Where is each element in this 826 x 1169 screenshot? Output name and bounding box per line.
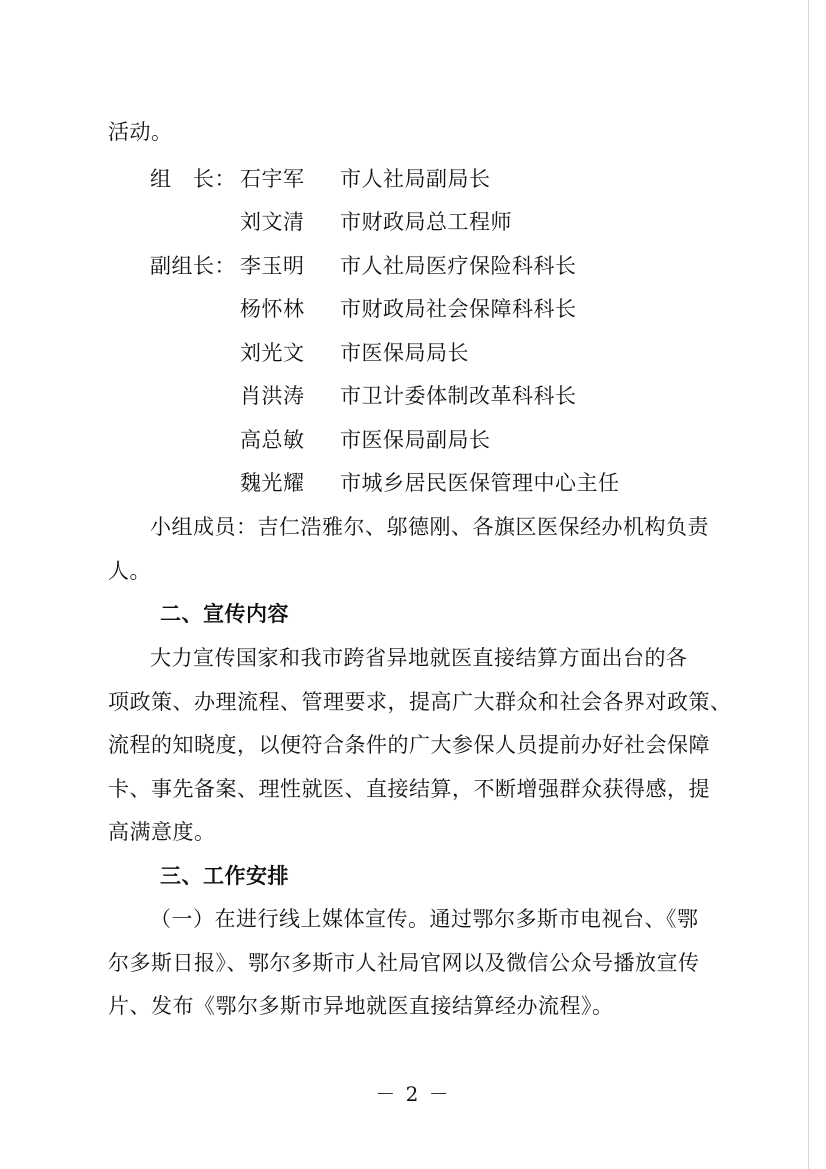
body-line: 尔多斯日报》、鄂尔多斯市人社局官网以及微信公众号播放宣传: [108, 951, 700, 975]
roster-title: 市财政局总工程师: [340, 210, 512, 234]
body-line: 大力宣传国家和我市跨省异地就医直接结算方面出台的各: [150, 646, 688, 670]
roster-name: 刘文清: [240, 210, 305, 234]
roster-name: 肖洪涛: [240, 384, 305, 408]
body-line: 卡、事先备案、理性就医、直接结算，不断增强群众获得感，提: [108, 777, 710, 801]
body-line: 流程的知晓度，以便符合条件的广大参保人员提前办好社会保障: [108, 733, 710, 757]
page-number: － 2 －: [375, 1082, 451, 1106]
roster-title: 市人社局副局长: [340, 167, 491, 191]
roster-title: 市人社局医疗保险科科长: [340, 254, 577, 278]
roster-name: 魏光耀: [240, 471, 305, 495]
roster-name: 石宇军: [240, 167, 305, 191]
members-line: 人。: [108, 559, 151, 583]
roster-name: 高总敏: [240, 428, 305, 452]
roster-title: 市医保局局长: [340, 341, 469, 365]
section-heading: 三、工作安排: [160, 864, 289, 888]
body-line: 项政策、办理流程、管理要求，提高广大群众和社会各界对政策、: [108, 690, 732, 714]
body-line: 高满意度。: [108, 820, 216, 844]
roster-title: 市城乡居民医保管理中心主任: [340, 471, 620, 495]
roster-name: 杨怀林: [240, 297, 305, 321]
body-line: 片、发布《鄂尔多斯市异地就医直接结算经办流程》。: [108, 994, 614, 1018]
continuation-line: 活动。: [108, 120, 173, 144]
roster-title: 市卫计委体制改革科科长: [340, 384, 577, 408]
body-line: （一）在进行线上媒体宣传。通过鄂尔多斯市电视台、《鄂: [150, 907, 699, 931]
roster-title: 市财政局社会保障科科长: [340, 297, 577, 321]
roster-title: 市医保局副局长: [340, 428, 491, 452]
section-heading: 二、宣传内容: [160, 602, 289, 626]
roster-label: 组 长：: [150, 167, 236, 191]
roster-name: 李玉明: [240, 254, 305, 278]
roster-name: 刘光文: [240, 341, 305, 365]
scan-edge-line: [808, 0, 809, 1169]
roster-label: 副组长：: [150, 254, 236, 278]
members-line: 小组成员：吉仁浩雅尔、邬德刚、各旗区医保经办机构负责: [150, 515, 709, 539]
